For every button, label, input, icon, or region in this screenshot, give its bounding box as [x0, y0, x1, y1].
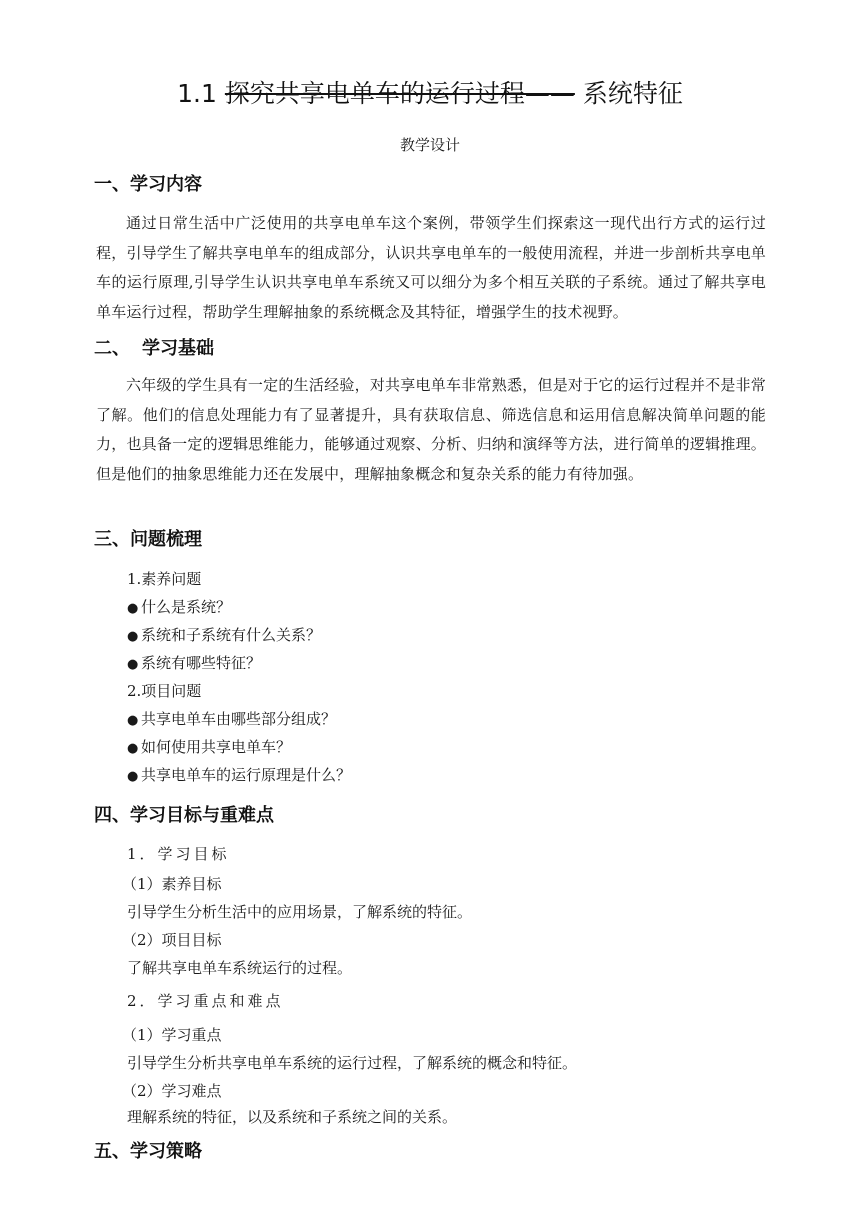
difficulty-heading: （2）学习难点: [122, 1082, 222, 1100]
title-prefix: 1.1: [177, 79, 225, 108]
list-item-text: 什么是系统？: [141, 598, 232, 616]
section-heading-questions: 三、问题梳理: [94, 529, 202, 550]
goal-text-literacy: 引导学生分析生活中的应用场景，了解系统的特征。: [127, 903, 473, 921]
goal-heading-project: （2）项目目标: [122, 931, 222, 949]
list-item-text: 共享电单车的运行原理是什么？: [141, 766, 352, 784]
key-point-heading: （1）学习重点: [122, 1026, 222, 1044]
goal-heading-literacy: （1）素养目标: [122, 875, 222, 893]
list-item-text: 共享电单车由哪些部分组成？: [141, 710, 337, 728]
bullet-icon: ●: [127, 657, 139, 672]
subsection-key-points: 2．学习重点和难点: [127, 992, 284, 1010]
section-paragraph-foundation: 六年级的学生具有一定的生活经验，对共享电单车非常熟悉，但是对于它的运行过程并不是非常了解。他们的信息处理能力有了显著提升，具有获取信息、筛选信息和运用信息解决简单问题的能力，也具备一定的逻辑思维能力，能够通过观察、分析、归纳和演绎等方法，进行简单的逻辑推理。但是他们的抽象思维能力还在发展中，理解抽象概念和复杂关系的能力有待加强。: [96, 376, 766, 483]
heading-number: 二、: [94, 338, 130, 359]
difficulty-text: 理解系统的特征，以及系统和子系统之间的关系。: [127, 1108, 458, 1126]
question-group-project: 2.项目问题: [127, 682, 202, 700]
subsection-goals: 1．学习目标: [127, 845, 230, 863]
heading-text: 学习基础: [142, 338, 214, 359]
section-heading-goals: 四、学习目标与重难点: [94, 805, 274, 826]
list-item-text: 如何使用共享电单车？: [141, 738, 292, 756]
section-heading-foundation: [94, 336, 214, 362]
list-item: [127, 708, 336, 732]
question-group-literacy: 1.素养问题: [127, 570, 202, 588]
list-item-text: 系统和子系统有什么关系？: [141, 626, 322, 644]
list-item: [127, 596, 231, 620]
bullet-icon: ●: [127, 769, 139, 784]
list-item: [127, 764, 351, 788]
section-paragraph-content: 通过日常生活中广泛使用的共享电单车这个案例，带领学生们探索这一现代出行方式的运行过程，引导学生了解共享电单车的组成部分，认识共享电单车的一般使用流程，并进一步剖析共享电单车的运行原理,引导学生认识共享电单车系统又可以细分为多个相互关联的子系统。通过了解共享电单车运行过程，帮助学生理解抽象的系统概念及其特征，增强学生的技术视野。: [96, 214, 766, 321]
list-item: [127, 624, 321, 648]
bullet-icon: ●: [127, 713, 139, 728]
title-struck-text: 探究共享电单车的运行过程——: [224, 79, 575, 108]
key-point-text: 引导学生分析共享电单车系统的运行过程，了解系统的概念和特征。: [127, 1054, 578, 1072]
list-item-text: 系统有哪些特征？: [141, 654, 262, 672]
list-item: [127, 652, 261, 676]
title-suffix: 系统特征: [574, 79, 683, 108]
bullet-icon: ●: [127, 741, 139, 756]
document-title: [0, 76, 860, 112]
section-heading-content: 一、学习内容: [94, 174, 202, 195]
bullet-icon: ●: [127, 629, 139, 644]
list-item: [127, 736, 291, 760]
document-subtitle: 教学设计: [399, 136, 460, 154]
bullet-icon: ●: [127, 601, 139, 616]
section-heading-strategy: 五、学习策略: [94, 1141, 202, 1162]
goal-text-project: 了解共享电单车系统运行的过程。: [127, 959, 353, 977]
